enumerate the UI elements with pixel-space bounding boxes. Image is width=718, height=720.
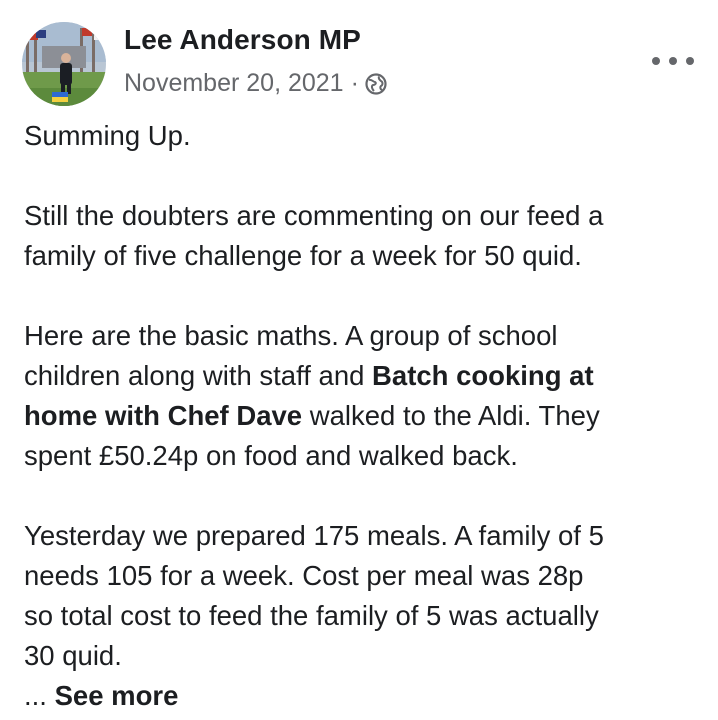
- post-date[interactable]: November 20, 2021: [124, 69, 344, 97]
- post-text-line: so total cost to feed the family of 5 was actually: [24, 600, 599, 631]
- post-text-line: [24, 356, 714, 396]
- more-options-icon[interactable]: [652, 50, 694, 72]
- see-more-link[interactable]: See more: [54, 680, 179, 711]
- post-text-fragment: walked to the Aldi. They: [302, 400, 600, 431]
- post-text-line: needs 105 for a week. Cost per meal was 28p: [24, 560, 584, 591]
- avatar[interactable]: [22, 22, 106, 106]
- ellipsis: ...: [24, 680, 55, 711]
- post-text-line: family of five challenge for a week for 50 quid.: [24, 240, 582, 271]
- tagged-page-link[interactable]: home with Chef Dave: [24, 400, 303, 431]
- author-name[interactable]: Lee Anderson MP: [124, 24, 361, 55]
- post-text-line: [24, 396, 714, 436]
- more-dot: [686, 57, 694, 65]
- post-text-line: Summing Up.: [24, 120, 191, 151]
- more-dot: [652, 57, 660, 65]
- post-text-line: Here are the basic maths. A group of school: [24, 320, 558, 351]
- post-text-fragment: children along with staff and: [24, 360, 373, 391]
- avatar-photo: [22, 22, 106, 106]
- meta-separator: ·: [350, 69, 359, 97]
- post-content: [24, 116, 714, 716]
- post-text-line: Still the doubters are commenting on our feed a: [24, 200, 604, 231]
- more-dot: [669, 57, 677, 65]
- see-more-line: [24, 676, 714, 716]
- post-meta: [124, 69, 387, 98]
- post-text-line: 30 quid.: [24, 640, 122, 671]
- post-text-line: Yesterday we prepared 175 meals. A family of 5: [24, 520, 604, 551]
- globe-icon[interactable]: [365, 73, 387, 95]
- tagged-page-link[interactable]: Batch cooking at: [372, 360, 594, 391]
- post-text-line: spent £50.24p on food and walked back.: [24, 440, 518, 471]
